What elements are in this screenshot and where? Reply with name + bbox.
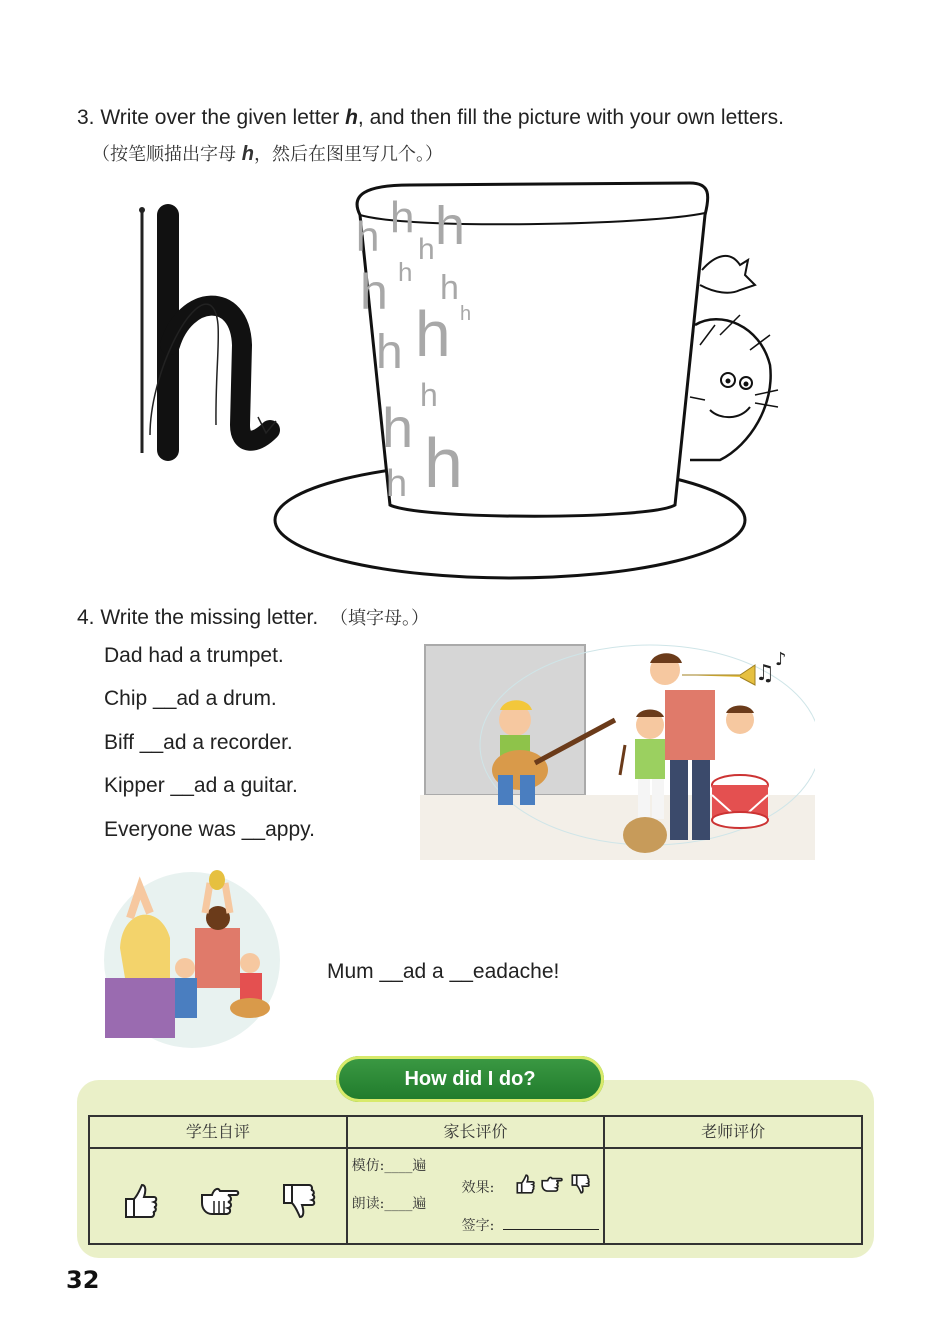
- read-count: 朗读:____遍: [351, 1196, 427, 1212]
- hat-letter: h: [418, 233, 435, 266]
- hat-letter: h: [420, 377, 438, 413]
- parent-eval-cell: [347, 1148, 605, 1244]
- band-illustration: [420, 635, 815, 865]
- page-number: 32: [66, 1266, 100, 1294]
- question-3-chinese: （按笔顺描出字母 h，然后在图里写几个。）: [92, 143, 443, 165]
- svg-text:♪: ♪: [775, 649, 787, 670]
- hat-letter: h: [376, 326, 403, 379]
- how-did-i-do-banner: How did I do?: [336, 1056, 604, 1102]
- mum-illustration: [100, 868, 285, 1053]
- hat-letter: h: [398, 257, 413, 287]
- thumbs-down-icon[interactable]: [278, 1181, 318, 1221]
- teacher-eval-cell: [604, 1148, 862, 1244]
- mum-sentence: Mum __ad a __eadache!: [327, 960, 560, 983]
- hat-letter: h: [390, 193, 415, 242]
- teacher-eval-header: 老师评价: [604, 1116, 862, 1148]
- thumbs-sideways-icon[interactable]: [198, 1181, 242, 1221]
- evaluation-table: [88, 1115, 863, 1245]
- thumbs-up-icon[interactable]: [120, 1181, 160, 1221]
- student-self-eval-header: 学生自评: [89, 1116, 347, 1148]
- signature-line[interactable]: [503, 1229, 599, 1230]
- thumbs-up-icon[interactable]: [514, 1173, 536, 1195]
- thumbs-down-icon[interactable]: [569, 1173, 591, 1195]
- hat-letters: [340, 185, 500, 525]
- question-3-title: 3. Write over the given letter h, and then fill the picture with your own letters.: [77, 106, 784, 129]
- effect-icons: [514, 1173, 594, 1197]
- hat-letter: h: [424, 424, 463, 502]
- effect-label: 效果:: [461, 1180, 495, 1196]
- hat-letter: h: [360, 264, 388, 320]
- sentence-2: Chip __ad a drum.: [104, 687, 277, 710]
- tracing-letter-h: [130, 195, 290, 465]
- sentence-4: Kipper __ad a guitar.: [104, 774, 298, 797]
- sentence-1: Dad had a trumpet.: [104, 644, 284, 667]
- student-self-eval-cell: [89, 1148, 347, 1244]
- hat-letter: h: [435, 196, 466, 256]
- sentence-3: Biff __ad a recorder.: [104, 731, 293, 754]
- parent-eval-header: 家长评价: [347, 1116, 605, 1148]
- hat-letter: h: [440, 269, 459, 307]
- svg-text:♫: ♫: [755, 661, 775, 686]
- sentence-5: Everyone was __appy.: [104, 818, 315, 841]
- thumbs-sideways-icon[interactable]: [540, 1173, 564, 1195]
- hat-letter: h: [386, 463, 408, 505]
- signature-label: 签字:: [461, 1218, 495, 1234]
- hat-letter: h: [356, 213, 380, 260]
- imitate-count: 模仿:____遍: [351, 1158, 427, 1174]
- hat-letter: h: [460, 303, 472, 325]
- hat-letter: h: [415, 298, 451, 370]
- hat-letter: h: [382, 396, 414, 459]
- question-4-title: 4. Write the missing letter. （填字母。）: [77, 606, 430, 629]
